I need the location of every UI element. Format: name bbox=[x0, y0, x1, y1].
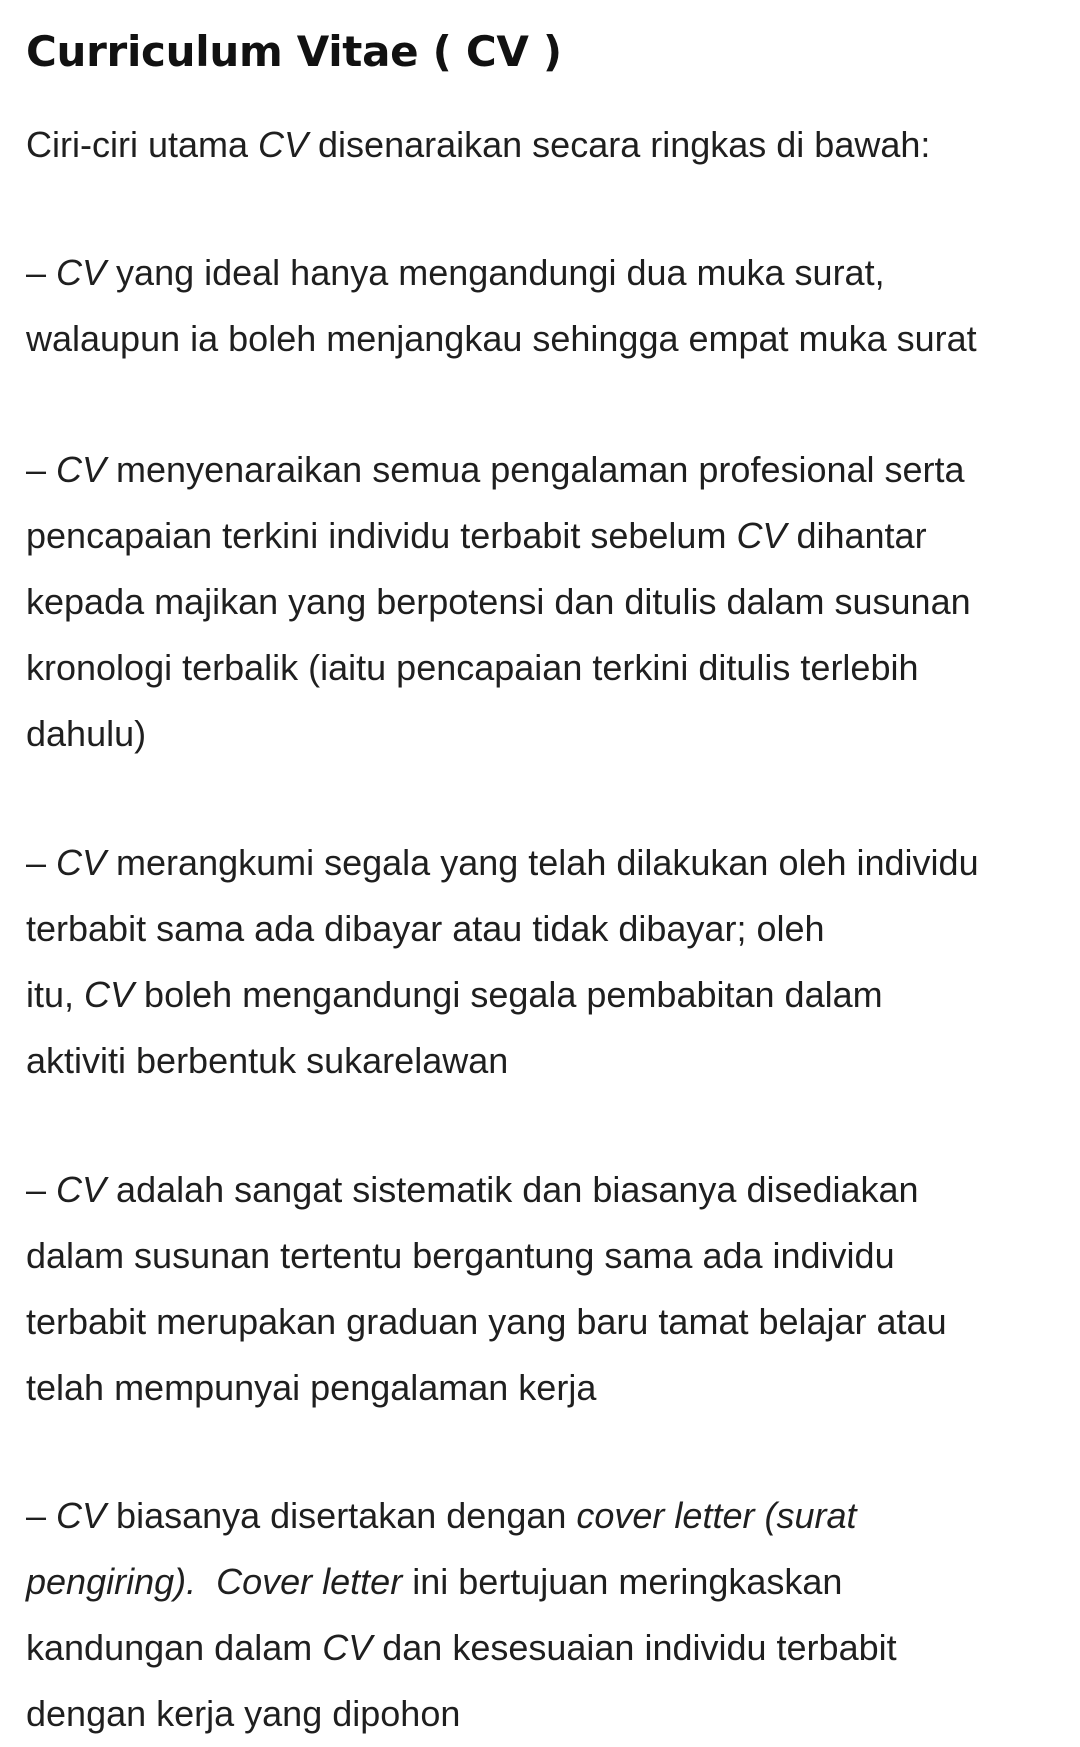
text-line: walaupun ia boleh menjangkau sehingga empat muka surat bbox=[26, 318, 977, 359]
text-line: Ciri-ciri utama CV disenaraikan secara ringkas di bawah: bbox=[26, 124, 931, 165]
point-cover-letter bbox=[26, 1483, 1066, 1747]
text-line: kepada majikan yang berpotensi dan ditulis dalam susunan bbox=[26, 581, 971, 622]
text-line: aktiviti berbentuk sukarelawan bbox=[26, 1040, 509, 1081]
text-line: pengiring). Cover letter ini bertujuan meringkaskan bbox=[26, 1561, 843, 1602]
text-line: terbabit merupakan graduan yang baru tamat belajar atau bbox=[26, 1301, 947, 1342]
text-line: – CV biasanya disertakan dengan cover letter (surat bbox=[26, 1495, 857, 1536]
point-systematic bbox=[26, 1157, 1066, 1421]
text-line: telah mempunyai pengalaman kerja bbox=[26, 1367, 597, 1408]
text-line: – CV merangkumi segala yang telah dilakukan oleh individu bbox=[26, 842, 979, 883]
intro-paragraph bbox=[26, 112, 1066, 178]
text-line: kronologi terbalik (iaitu pencapaian terkini ditulis terlebih bbox=[26, 647, 919, 688]
text-line: dengan kerja yang dipohon bbox=[26, 1693, 461, 1734]
text-line: – CV yang ideal hanya mengandungi dua muka surat, bbox=[26, 252, 885, 293]
text-line: – CV adalah sangat sistematik dan biasanya disediakan bbox=[26, 1169, 919, 1210]
text-line: – CV menyenaraikan semua pengalaman profesional serta bbox=[26, 449, 965, 490]
text-line: pencapaian terkini individu terbabit sebelum CV dihantar bbox=[26, 515, 927, 556]
point-summarises-activities bbox=[26, 830, 1066, 1094]
text-line: terbabit sama ada dibayar atau tidak dibayar; oleh bbox=[26, 908, 825, 949]
point-ideal-length bbox=[26, 240, 1066, 372]
point-professional-experience bbox=[26, 437, 1066, 767]
text-line: dahulu) bbox=[26, 713, 147, 754]
text-line: dalam susunan tertentu bergantung sama ada individu bbox=[26, 1235, 895, 1276]
text-line: kandungan dalam CV dan kesesuaian individu terbabit bbox=[26, 1627, 897, 1668]
page-title: Curriculum Vitae ( CV ) bbox=[26, 27, 562, 76]
text-line: itu, CV boleh mengandungi segala pembabitan dalam bbox=[26, 974, 883, 1015]
